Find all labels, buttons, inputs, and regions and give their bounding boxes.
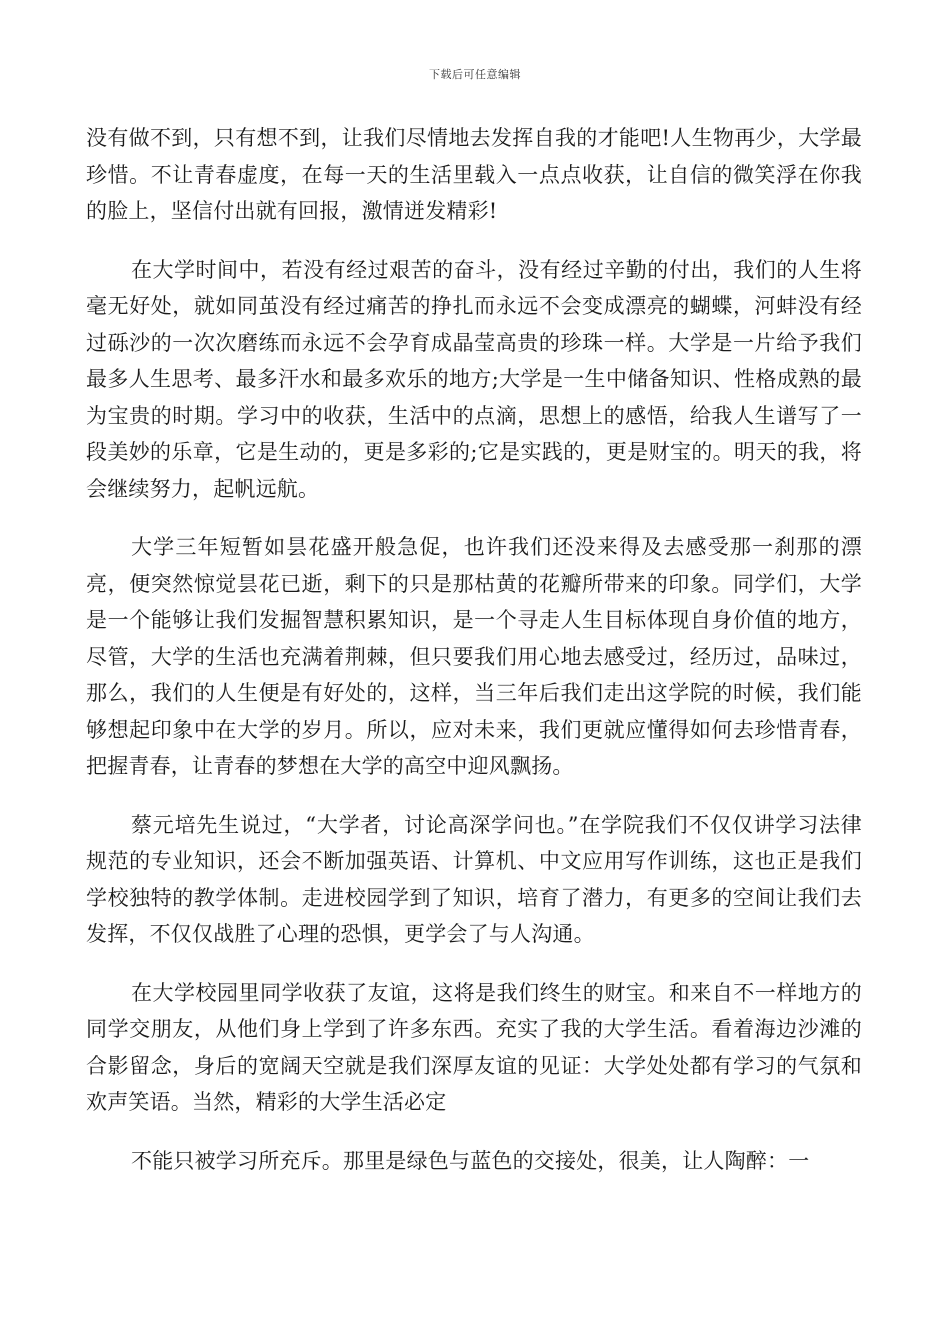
page-header-note: 下载后可任意编辑 <box>429 68 521 81</box>
paragraph-5: 在大学校园里同学收获了友谊，这将是我们终生的财宝。和来自不一样地方的同学交朋友，从他们身上学到了许多东西。充实了我的大学生活。看着海边沙滩的合影留念，身后的宽阔天空就是我们深厚友谊的见证：大学处处都有学习的气氛和欢声笑语。当然，精彩的大学生活必定 <box>86 980 862 1114</box>
paragraph-3: 大学三年短暂如昙花盛开般急促，也许我们还没来得及去感受那一刹那的漂亮，便突然惊觉昙花已逝，剩下的只是那枯黄的花瓣所带来的印象。同学们，大学是一个能够让我们发掘智慧积累知识，是一个寻走人生目标体现自身价值的地方，尽管，大学的生活也充满着荆棘，但只要我们用心地去感受过，经历过，品味过，那么，我们的人生便是有好处的，这样，当三年后我们走出这学院的时候，我们能够想起印象中在大学的岁月。所以，应对未来，我们更就应懂得如何去珍惜青春，把握青春，让青春的梦想在大学的高空中迎风飘扬。 <box>86 535 862 778</box>
paragraph-1: 没有做不到，只有想不到，让我们尽情地去发挥自我的才能吧!人生物再少，大学最珍惜。不让青春虚度，在每一天的生活里载入一点点收获，让自信的微笑浮在你我的脸上，坚信付出就有回报，激情迸发精彩! <box>86 126 862 223</box>
document-body <box>86 120 862 1201</box>
paragraph-2: 在大学时间中，若没有经过艰苦的奋斗，没有经过辛勤的付出，我们的人生将毫无好处，就如同茧没有经过痛苦的挣扎而永远不会变成漂亮的蝴蝶，河蚌没有经过砾沙的一次次磨练而永远不会孕育成晶莹高贵的珍珠一样。大学是一片给予我们最多人生思考、最多汗水和最多欢乐的地方;大学是一生中储备知识、性格成熟的最为宝贵的时期。学习中的收获，生活中的点滴，思想上的感悟，给我人生谱写了一段美妙的乐章，它是生动的，更是多彩的;它是实践的，更是财宝的。明天的我，将会继续努力，起帆远航。 <box>86 257 862 501</box>
paragraph-6: 不能只被学习所充斥。那里是绿色与蓝色的交接处，很美，让人陶醉：一 <box>131 1148 810 1173</box>
paragraph-4: 蔡元培先生说过，“大学者，讨论高深学问也。”在学院我们不仅仅讲学习法律规范的专业知识，还会不断加强英语、计算机、中文应用写作训练，这也正是我们学校独特的教学体制。走进校园学到了知识，培育了潜力，有更多的空间让我们去发挥，不仅仅战胜了心理的恐惧，更学会了与人沟通。 <box>86 812 862 946</box>
